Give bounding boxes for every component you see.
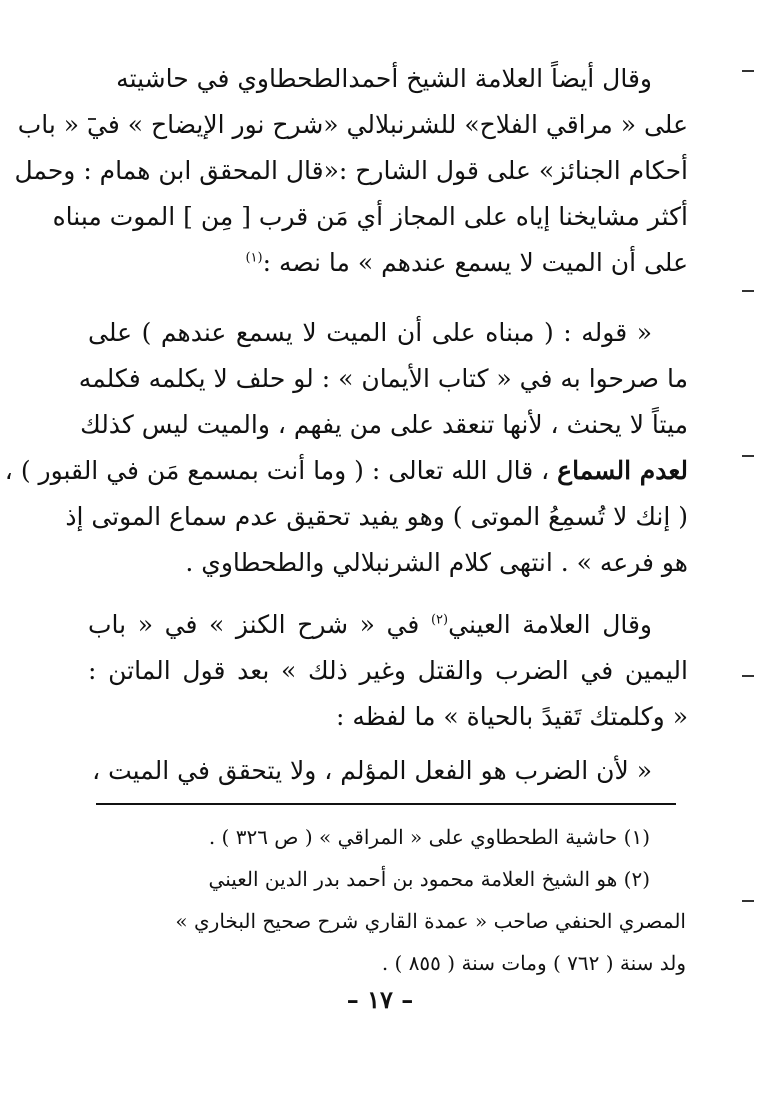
margin-mark <box>742 675 754 677</box>
footnote-2-line-3: ولد سنة ( ٧٦٢ ) ومات سنة ( ٨٥٥ ) . <box>381 951 686 975</box>
paragraph-3-line-1-start: وقال العلامة العيني <box>448 610 652 639</box>
margin-mark <box>742 70 754 72</box>
page-number: – ١٧ – <box>346 985 414 1014</box>
paragraph-3-line-2: اليمين في الضرب والقتل وغير ذلك » بعد قول الماتن : <box>88 656 688 685</box>
paragraph-2 <box>4 310 688 586</box>
paragraph-4 <box>88 748 688 794</box>
paragraph-1-line-2: على « مراقي الفلاح» للشرنبلالي «شرح نور الإيضاح » في « باب <box>17 110 688 139</box>
footnote-ref-1: (١) <box>245 250 263 266</box>
paragraph-1-line-1: وقال أيضاً العلامة الشيخ أحمدالطحطاوي في حاشيته <box>116 64 652 93</box>
margin-mark <box>742 455 754 457</box>
paragraph-3-line-3: « وكلمتك تَقيدً بالحياة » ما لفظه : <box>335 702 688 731</box>
paragraph-3-line-1-end: في « شرح الكنز » في « باب <box>88 610 420 639</box>
paragraph-3 <box>88 602 688 740</box>
paragraph-2-line-3: ميتاً لا يحنث ، لأنها تنعقد على من يفهم ، والميت ليس كذلك <box>80 410 688 439</box>
paragraph-2-line-4 <box>4 448 688 494</box>
margin-mark <box>742 900 754 902</box>
footnote-separator <box>96 803 676 805</box>
footnote-ref-2: (٢) <box>430 612 449 628</box>
paragraph-2-line-4-rest: ، قال الله تعالى : ( وما أنت بمسمع مَن في القبور ) ، <box>4 456 550 485</box>
paragraph-1-line-4: أكثر مشايخنا إياه على المجاز أي مَن قرب [ مِن ] الموت مبناه <box>52 202 688 231</box>
footnotes <box>96 816 686 984</box>
paragraph-4-line-1: « لأن الضرب هو الفعل المؤلم ، ولا يتحقق في الميت ، <box>92 756 652 785</box>
margin-mark <box>742 290 754 292</box>
paragraph-1-line-5-text: على أن الميت لا يسمع عندهم » ما نصه : <box>262 248 688 277</box>
paragraph-1-line-5 <box>88 240 688 286</box>
paragraph-2-line-2: ما صرحوا به في « كتاب الأيمان » : لو حلف لا يكلمه فكلمه <box>78 364 688 393</box>
margin-mark <box>88 118 96 120</box>
paragraph-1-line-3: أحكام الجنائز» على قول الشارح :«قال المحقق ابن همام : وحمل <box>14 156 688 185</box>
footnote-2-line-1: (٢) هو الشيخ العلامة محمود بن أحمد بدر الدين العيني <box>208 867 650 891</box>
footnote-2-line-2: المصري الحنفي صاحب « عمدة القاري شرح صحيح البخاري » <box>175 909 686 933</box>
paragraph-2-line-1: « قوله : ( مبناه على أن الميت لا يسمع عندهم ) على <box>88 318 652 347</box>
paragraph-2-line-5: ( إنك لا تُسمِعُ الموتى ) وهو يفيد تحقيق عدم سماع الموتى إذ <box>65 502 688 531</box>
emphasized-phrase: لعدم السماع <box>557 456 688 485</box>
footnote-1: (١) حاشية الطحطاوي على « المراقي » ( ص ٣٢٦ ) . <box>208 825 650 849</box>
paragraph-1 <box>14 56 688 286</box>
paragraph-3-line-1 <box>88 602 688 648</box>
paragraph-2-line-6: هو فرعه » . انتهى كلام الشرنبلالي والطحطاوي . <box>185 548 688 577</box>
